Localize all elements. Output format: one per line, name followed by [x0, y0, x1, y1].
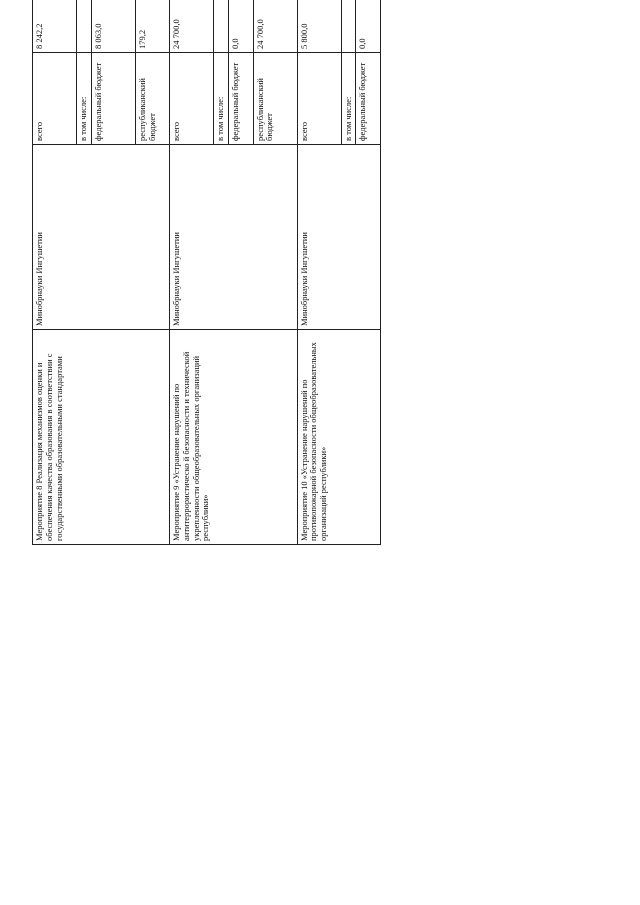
funding-source-cell: федеральный бюджет	[91, 53, 135, 145]
funding-source-cell: в том числе:	[77, 53, 92, 145]
executor-cell: Минобрнауки Ингушетии	[170, 145, 297, 330]
funding-source-cell: в том числе:	[214, 53, 229, 145]
event-name-cell: Мероприятие 9 «Устранение нарушений по антитеррористическо й безопасности и технической укрепленности общеобразовательных организаций республики»	[170, 330, 297, 545]
funding-source-cell: всего	[297, 53, 341, 145]
total-cell	[341, 0, 356, 53]
total-cell	[214, 0, 229, 53]
budget-table	[32, 0, 381, 545]
funding-source-cell: республиканский бюджет	[135, 53, 169, 145]
total-cell: 24 700,0	[170, 0, 214, 53]
executor-cell: Минобрнауки Ингушетии	[33, 145, 170, 330]
table-row	[170, 0, 214, 545]
table-row	[33, 0, 77, 545]
total-cell: 24 700,0	[253, 0, 297, 53]
rotated-table-wrapper	[32, 0, 381, 545]
funding-source-cell: всего	[170, 53, 214, 145]
total-cell	[77, 0, 92, 53]
funding-source-cell: всего	[33, 53, 77, 145]
executor-cell: Минобрнауки Ингушетии	[297, 145, 380, 330]
total-cell: 5 800,0	[297, 0, 341, 53]
event-name-cell: Мероприятие 8 Реализация механизмов оценки и обеспечения качества образования в соответствии с государственными образовательными стандартами	[33, 330, 170, 545]
table-row	[297, 0, 341, 545]
budget-table-body	[33, 0, 381, 545]
event-name-cell: Мероприятие 10 «Устранение нарушений по противопожарной безопасности общеобразовательных организаций республики»	[297, 330, 380, 545]
total-cell: 0,0	[229, 0, 254, 53]
funding-source-cell: федеральный бюджет	[356, 53, 381, 145]
funding-source-cell: республиканский бюджет	[253, 53, 297, 145]
total-cell: 0,0	[356, 0, 381, 53]
funding-source-cell: федеральный бюджет	[229, 53, 254, 145]
total-cell: 8 242,2	[33, 0, 77, 53]
total-cell: 179,2	[135, 0, 169, 53]
funding-source-cell: в том числе:	[341, 53, 356, 145]
total-cell: 8 063,0	[91, 0, 135, 53]
